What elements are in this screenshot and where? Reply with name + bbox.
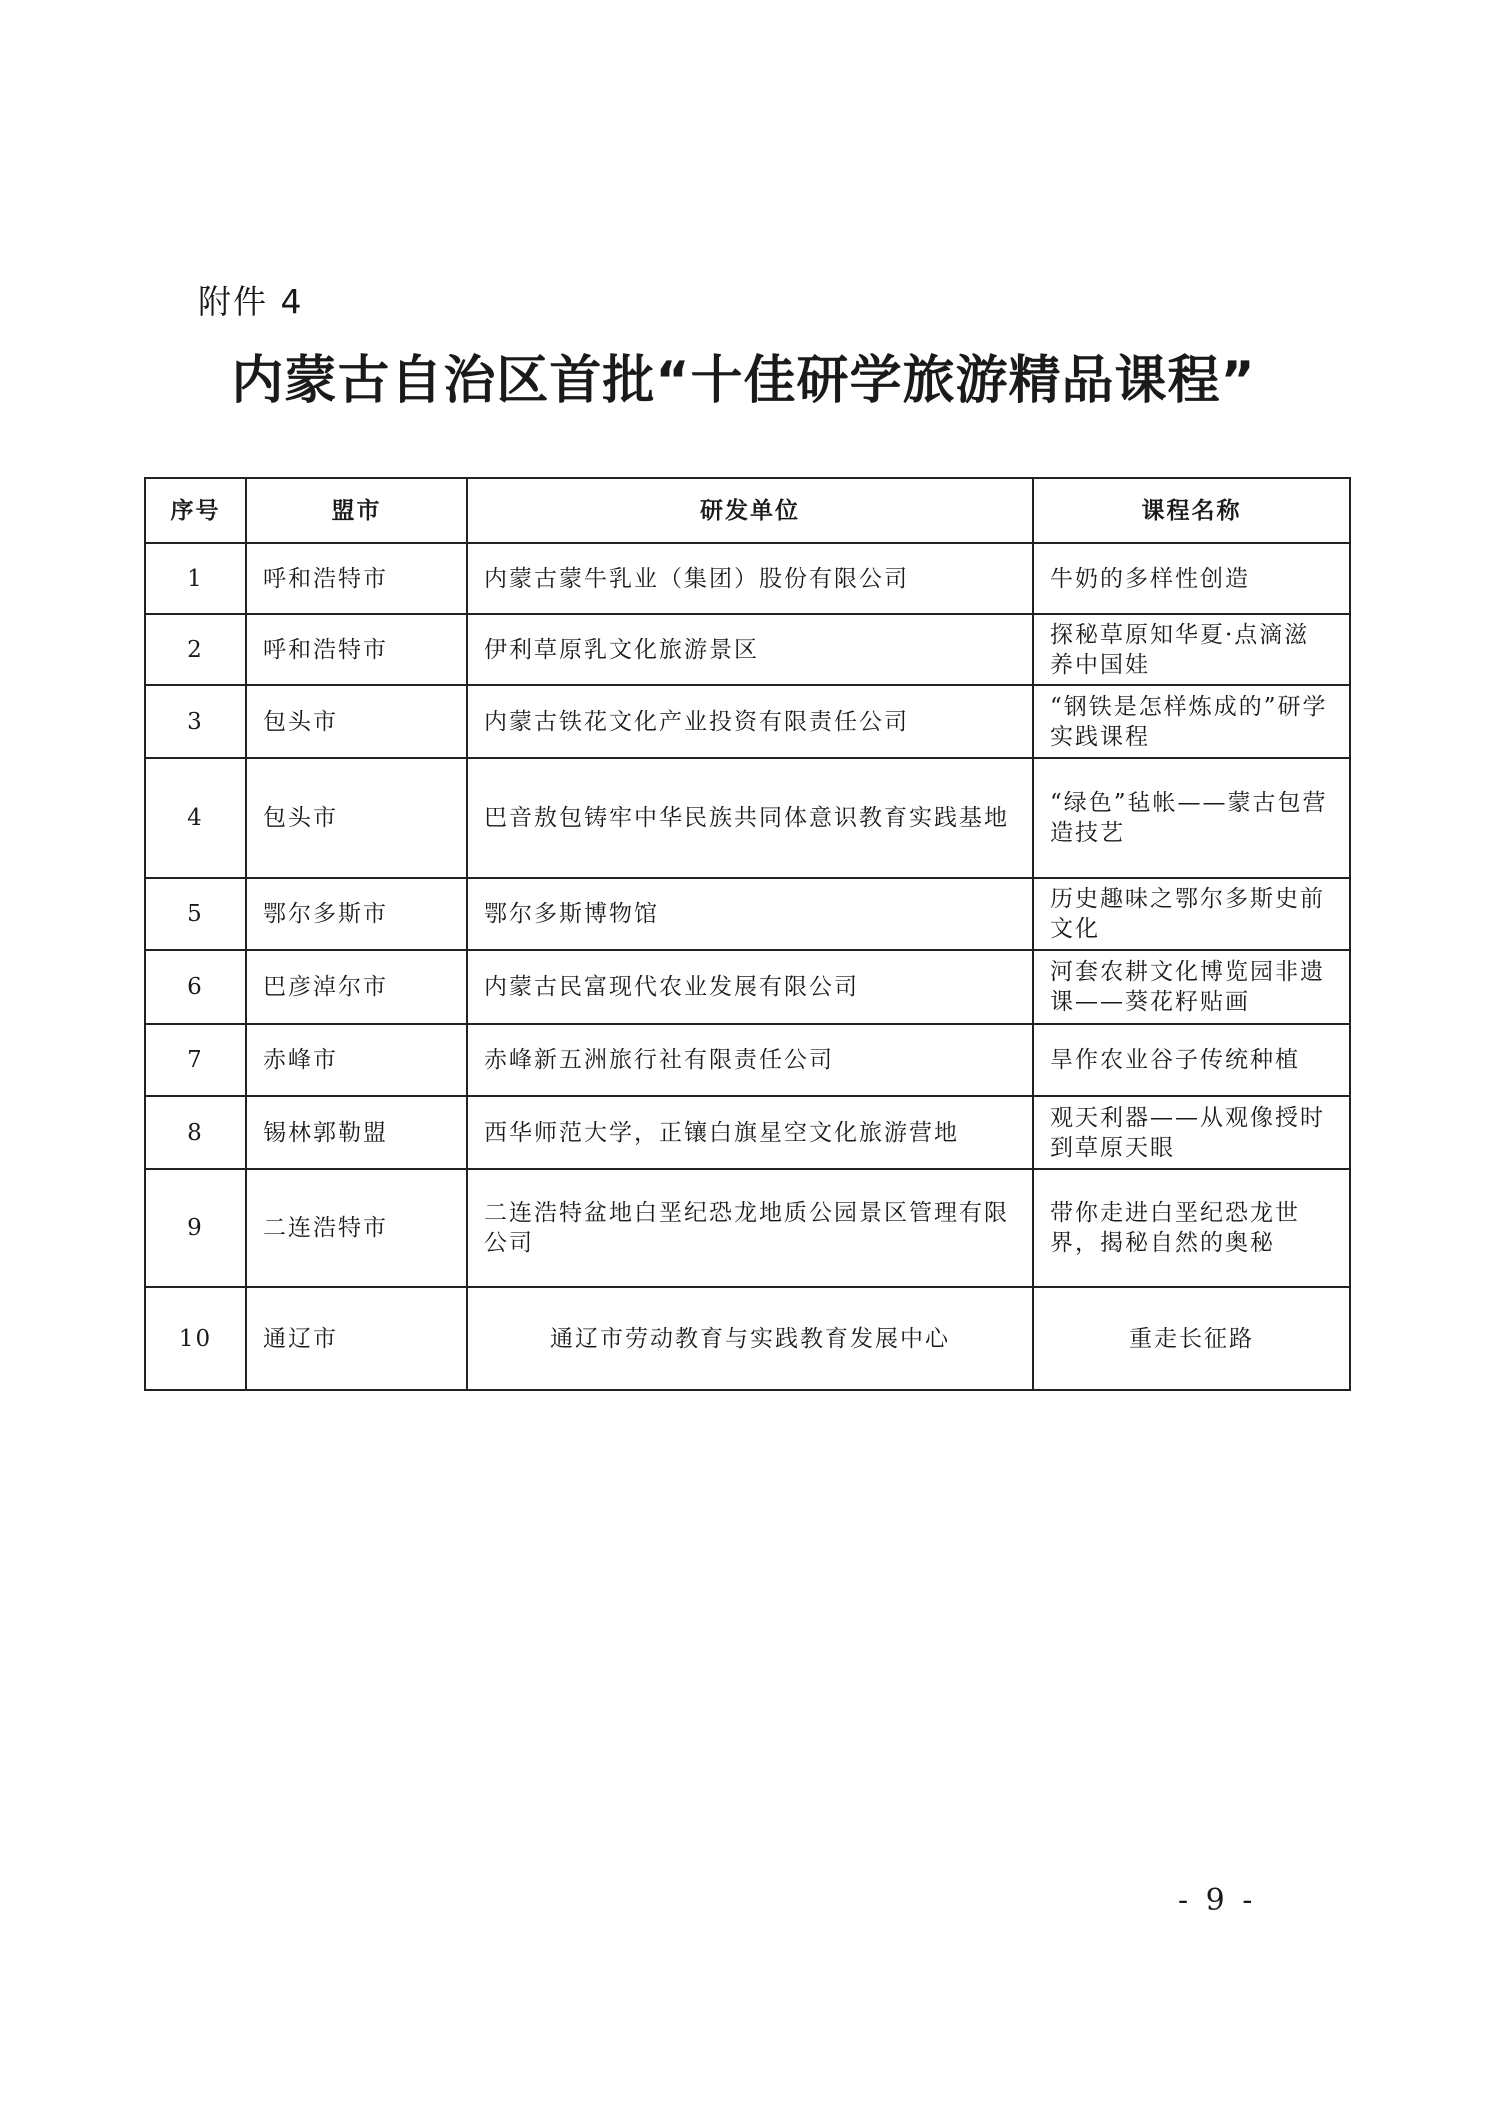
row-city: 巴彦淖尔市: [246, 950, 467, 1024]
table-row: [145, 1096, 1350, 1169]
row-course: 探秘草原知华夏·点滴滋养中国娃: [1033, 614, 1350, 685]
row-course: 河套农耕文化博览园非遗课——葵花籽贴画: [1033, 950, 1350, 1024]
row-city: 包头市: [246, 758, 467, 878]
header-course: 课程名称: [1033, 478, 1350, 543]
course-table: [144, 477, 1351, 1391]
row-city: 包头市: [246, 685, 467, 758]
header-city: 盟市: [246, 478, 467, 543]
table-row: [145, 543, 1350, 614]
table-row: [145, 1024, 1350, 1096]
row-unit: 鄂尔多斯博物馆: [467, 878, 1033, 950]
attachment-label: 附件 4: [198, 282, 304, 321]
row-city: 呼和浩特市: [246, 543, 467, 614]
row-no: 8: [145, 1096, 246, 1169]
row-no: 9: [145, 1169, 246, 1287]
row-no: 7: [145, 1024, 246, 1096]
row-course: 观天利器——从观像授时到草原天眼: [1033, 1096, 1350, 1169]
row-no: 6: [145, 950, 246, 1024]
row-no: 10: [145, 1287, 246, 1390]
row-no: 4: [145, 758, 246, 878]
row-city: 呼和浩特市: [246, 614, 467, 685]
row-course: “绿色”毡帐——蒙古包营造技艺: [1033, 758, 1350, 878]
table-row: [145, 878, 1350, 950]
table-row: [145, 950, 1350, 1024]
row-city: 通辽市: [246, 1287, 467, 1390]
row-city: 锡林郭勒盟: [246, 1096, 467, 1169]
table-row: [145, 1169, 1350, 1287]
row-unit: 赤峰新五洲旅行社有限责任公司: [467, 1024, 1033, 1096]
row-course: “钢铁是怎样炼成的”研学实践课程: [1033, 685, 1350, 758]
row-no: 2: [145, 614, 246, 685]
row-unit: 内蒙古蒙牛乳业（集团）股份有限公司: [467, 543, 1033, 614]
page-title: 内蒙古自治区首批“十佳研学旅游精品课程”: [231, 351, 1256, 411]
row-unit: 巴音敖包铸牢中华民族共同体意识教育实践基地: [467, 758, 1033, 878]
row-city: 二连浩特市: [246, 1169, 467, 1287]
row-unit: 西华师范大学，正镶白旗星空文化旅游营地: [467, 1096, 1033, 1169]
header-no: 序号: [145, 478, 246, 543]
table-row: [145, 1287, 1350, 1390]
page-number: - 9 -: [1178, 1883, 1257, 1918]
row-unit: 内蒙古铁花文化产业投资有限责任公司: [467, 685, 1033, 758]
row-no: 1: [145, 543, 246, 614]
row-course: 重走长征路: [1033, 1287, 1350, 1390]
row-no: 3: [145, 685, 246, 758]
table-header-row: [145, 478, 1350, 543]
row-course: 历史趣味之鄂尔多斯史前文化: [1033, 878, 1350, 950]
row-unit: 内蒙古民富现代农业发展有限公司: [467, 950, 1033, 1024]
row-unit: 二连浩特盆地白垩纪恐龙地质公园景区管理有限公司: [467, 1169, 1033, 1287]
row-unit: 通辽市劳动教育与实践教育发展中心: [467, 1287, 1033, 1390]
table-row: [145, 685, 1350, 758]
table-row: [145, 758, 1350, 878]
header-unit: 研发单位: [467, 478, 1033, 543]
row-unit: 伊利草原乳文化旅游景区: [467, 614, 1033, 685]
row-city: 鄂尔多斯市: [246, 878, 467, 950]
row-city: 赤峰市: [246, 1024, 467, 1096]
row-no: 5: [145, 878, 246, 950]
row-course: 旱作农业谷子传统种植: [1033, 1024, 1350, 1096]
table-row: [145, 614, 1350, 685]
row-course: 带你走进白垩纪恐龙世界，揭秘自然的奥秘: [1033, 1169, 1350, 1287]
row-course: 牛奶的多样性创造: [1033, 543, 1350, 614]
